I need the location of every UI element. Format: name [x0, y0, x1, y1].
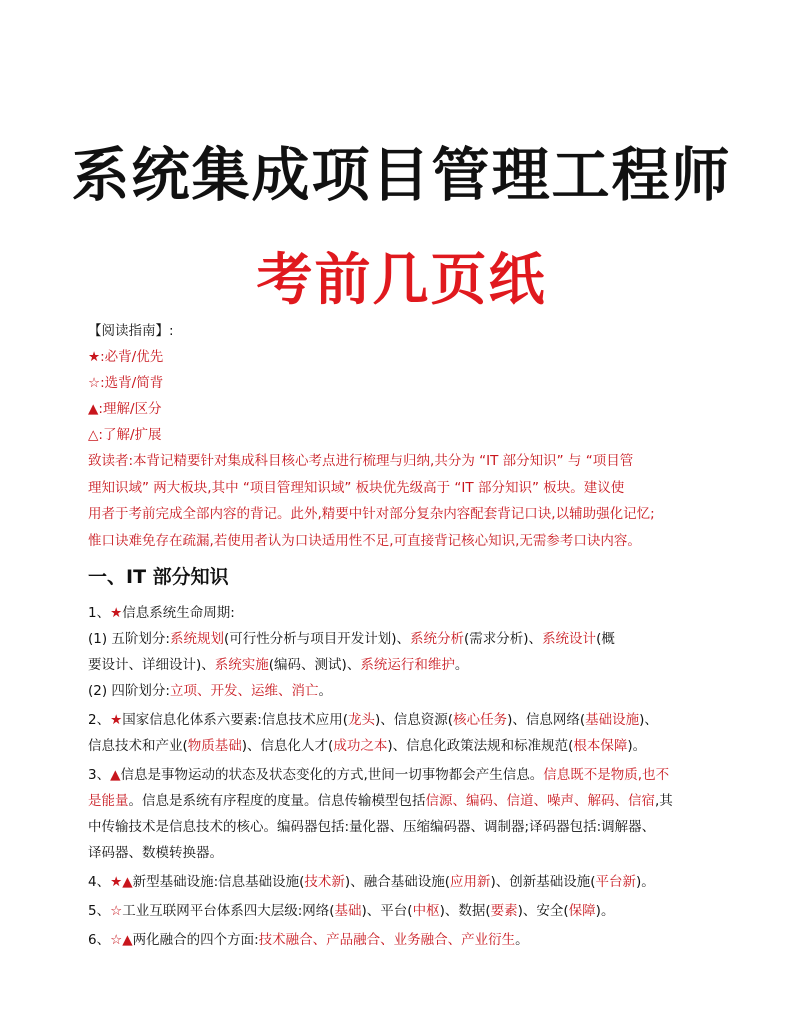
- body-text: 中传输技术是信息技术的核心。编码器包括:量化器、压缩编码器、调制器;译码器包括:调解器、: [88, 819, 656, 835]
- knowledge-item: [88, 869, 716, 895]
- body-text: 信息系统生命周期:: [122, 605, 235, 621]
- body-text: ,其: [655, 793, 673, 809]
- body-text: 6、: [88, 932, 111, 948]
- body-text: 信息是事物运动的状态及状态变化的方式,世间一切事物都会产生信息。: [120, 767, 544, 783]
- triangle-outline-icon: △: [88, 427, 99, 443]
- body-text: )、: [639, 712, 658, 728]
- body-text: )。: [595, 903, 615, 919]
- highlight-text: 系统设计: [542, 631, 597, 647]
- document-title: 系统集成项目管理工程师: [71, 141, 732, 209]
- item-line: [88, 626, 716, 652]
- body-text: 4、: [88, 874, 111, 890]
- legend-item: ☆:选背/简背: [88, 375, 164, 391]
- highlight-text: 系统规划: [169, 631, 224, 647]
- highlight-text: 物质基础: [187, 738, 242, 754]
- body-text: )、创新基础设施(: [490, 874, 596, 890]
- item-line: [88, 840, 716, 866]
- highlight-text: ★: [110, 605, 123, 621]
- body-text: 。信息是系统有序程度的度量。信息传输模型包括: [128, 793, 426, 809]
- highlight-text: ★▲: [110, 874, 133, 890]
- document-subtitle: 考前几页纸: [256, 248, 547, 313]
- highlight-text: 基础: [334, 903, 362, 919]
- body-text: 。: [515, 932, 529, 948]
- knowledge-item: [88, 898, 716, 924]
- body-text: (1) 五阶划分:: [88, 631, 170, 647]
- highlight-text: 技术新: [304, 874, 345, 890]
- highlight-text: 信源、编码、信道、噪声、解码、信宿: [425, 793, 655, 809]
- item-line: [88, 814, 716, 840]
- highlight-text: 平台新: [595, 874, 637, 890]
- body-text: (可行性分析与项目开发计划)、: [223, 631, 411, 647]
- highlight-text: ☆: [110, 903, 123, 919]
- knowledge-item: [88, 707, 716, 759]
- body-text: 译码器、数模转换器。: [88, 845, 223, 861]
- body-text: )、数据(: [439, 903, 491, 919]
- preface-line: 致读者:本背记精要针对集成科目核心考点进行梳理与归纳,共分为 “IT 部分知识” 与 “项目管: [88, 453, 634, 469]
- item-line: [88, 733, 716, 759]
- body-text: 5、: [88, 903, 111, 919]
- body-text: )、信息化政策法规和标准规范(: [387, 738, 574, 754]
- highlight-text: 是能量: [88, 793, 129, 809]
- body-text: (2) 四阶划分:: [88, 683, 170, 699]
- star-outline-icon: ☆: [88, 375, 101, 391]
- guide-heading: 【阅读指南】:: [88, 323, 174, 339]
- highlight-text: 系统分析: [410, 631, 465, 647]
- document-body: [88, 318, 716, 953]
- body-text: 国家信息化体系六要素:信息技术应用(: [122, 712, 349, 728]
- item-line: [88, 788, 716, 814]
- body-text: )、安全(: [517, 903, 569, 919]
- knowledge-item: [88, 600, 716, 704]
- highlight-text: ★: [110, 712, 123, 728]
- highlight-text: 龙头: [348, 712, 376, 728]
- body-text: 新型基础设施:信息基础设施(: [132, 874, 305, 890]
- highlight-text: 基础设施: [585, 712, 640, 728]
- body-text: )、信息化人才(: [241, 738, 334, 754]
- preface-line: 用者于考前完成全部内容的背记。此外,精要中针对部分复杂内容配套背记口诀,以辅助强化记忆;: [88, 506, 655, 522]
- item-line: [88, 927, 716, 953]
- highlight-text: 系统实施: [214, 657, 269, 673]
- body-text: 工业互联网平台体系四大层级:网络(: [122, 903, 335, 919]
- body-text: )。: [627, 738, 647, 754]
- highlight-text: ☆▲: [110, 932, 133, 948]
- preface-paragraph: [88, 448, 716, 554]
- body-text: )。: [636, 874, 655, 890]
- body-text: 两化融合的四个方面:: [132, 932, 259, 948]
- star-solid-icon: ★: [88, 349, 101, 365]
- knowledge-item: [88, 927, 716, 953]
- item-line: [88, 678, 716, 704]
- item-line: [88, 762, 716, 788]
- highlight-text: 立项、开发、运维、消亡: [169, 683, 319, 699]
- highlight-text: 要素: [490, 903, 518, 919]
- highlight-text: 成功之本: [333, 738, 388, 754]
- body-text: 。: [318, 683, 332, 699]
- item-line: [88, 652, 716, 678]
- body-text: (编码、测试)、: [268, 657, 361, 673]
- section-heading: 一、IT 部分知识: [88, 566, 229, 588]
- body-text: )、信息网络(: [507, 712, 586, 728]
- item-line: [88, 600, 716, 626]
- body-text: (需求分析)、: [464, 631, 543, 647]
- highlight-text: ▲: [110, 767, 121, 783]
- triangle-solid-icon: ▲: [88, 401, 99, 417]
- highlight-text: 根本保障: [573, 738, 628, 754]
- highlight-text: 应用新: [449, 874, 491, 890]
- body-text: 2、: [88, 712, 111, 728]
- highlight-text: 技术融合、产品融合、业务融合、产业衍生: [258, 932, 516, 948]
- preface-line: 惟口诀难免存在疏漏,若使用者认为口诀适用性不足,可直接背记核心知识,无需参考口诀内容。: [88, 532, 641, 549]
- body-text: 1、: [88, 605, 111, 621]
- preface-line: 理知识域” 两大板块,其中 “项目管理知识域” 板块优先级高于 “IT 部分知识” 板块。建议使: [88, 479, 625, 496]
- legend-item: ▲:理解/区分: [88, 401, 162, 417]
- highlight-text: 保障: [568, 903, 596, 919]
- legend-item: ★:必背/优先: [88, 349, 164, 365]
- knowledge-item: [88, 762, 716, 866]
- body-text: 。: [454, 657, 469, 673]
- highlight-text: 中枢: [412, 903, 440, 919]
- knowledge-list: [88, 600, 716, 953]
- item-line: [88, 707, 716, 733]
- body-text: 要设计、详细设计)、: [88, 657, 215, 673]
- legend-item: △:了解/扩展: [88, 427, 162, 443]
- body-text: 3、: [88, 767, 111, 783]
- highlight-text: 核心任务: [453, 712, 508, 728]
- item-line: [88, 898, 716, 924]
- item-line: [88, 869, 716, 895]
- highlight-text: 信息既不是物质,也不: [543, 767, 670, 783]
- body-text: )、融合基础设施(: [344, 874, 450, 890]
- body-text: )、平台(: [361, 903, 413, 919]
- body-text: 信息技术和产业(: [88, 738, 188, 754]
- highlight-text: 系统运行和维护: [360, 657, 455, 673]
- body-text: )、信息资源(: [375, 712, 454, 728]
- body-text: (概: [596, 631, 615, 647]
